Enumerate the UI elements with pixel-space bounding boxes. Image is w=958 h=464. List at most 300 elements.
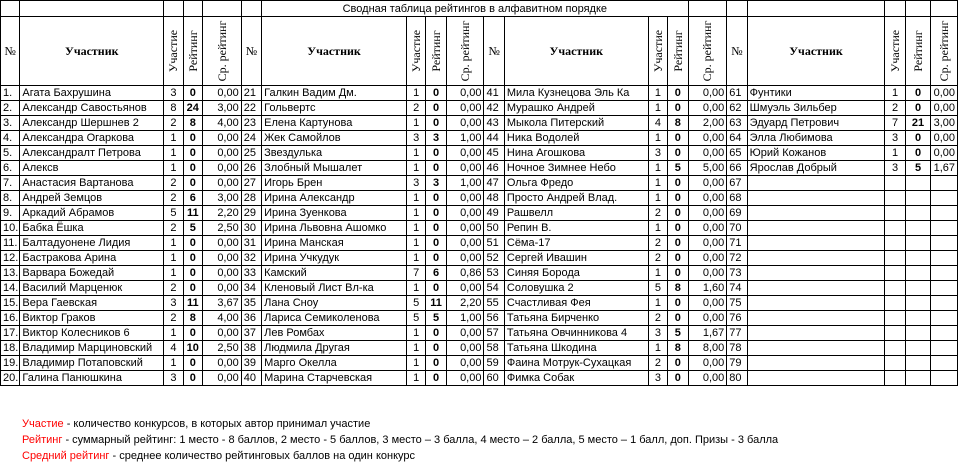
header-participation: Участие [648, 17, 667, 86]
avg-rating-value: 0,00 [446, 161, 484, 176]
participant-name: Счастливая Фея [504, 296, 648, 311]
rating-value: 6 [426, 266, 446, 281]
rating-value: 0 [426, 236, 446, 251]
participation-count [885, 176, 905, 191]
participation-count: 2 [648, 356, 667, 371]
avg-rating-value: 0,00 [446, 236, 484, 251]
rating-value [905, 251, 931, 266]
note-avg-rating [22, 448, 778, 464]
rating-value: 3 [426, 131, 446, 146]
row-number: 67 [727, 176, 747, 191]
avg-rating-value: 0,00 [202, 356, 241, 371]
blank-cell [183, 1, 202, 17]
row-number: 23 [241, 116, 261, 131]
participant-name: Алексв [20, 161, 164, 176]
participation-count: 1 [648, 191, 667, 206]
header-num: № [727, 17, 747, 86]
participation-count: 5 [164, 206, 183, 221]
participation-count: 7 [885, 116, 905, 131]
avg-rating-value: 0,00 [202, 326, 241, 341]
avg-rating-value: 1,00 [446, 176, 484, 191]
participation-count: 5 [648, 281, 667, 296]
rating-value: 5 [668, 326, 688, 341]
blank-cell [727, 1, 747, 17]
rating-value: 0 [668, 206, 688, 221]
rating-value: 0 [426, 356, 446, 371]
table-row [1, 236, 958, 251]
participation-count: 3 [164, 296, 183, 311]
avg-rating-value: 0,00 [202, 86, 241, 101]
avg-rating-value: 0,00 [688, 251, 727, 266]
header-avg-rating: Ср. рейтинг [931, 17, 958, 86]
participant-name: Агата Бахрушина [20, 86, 164, 101]
rating-value: 0 [668, 191, 688, 206]
rating-value: 0 [668, 371, 688, 386]
row-number: 15. [1, 296, 20, 311]
participation-count: 1 [164, 266, 183, 281]
avg-rating-value: 2,50 [202, 341, 241, 356]
rating-value: 0 [426, 86, 446, 101]
rating-value: 0 [905, 146, 931, 161]
row-number: 55 [484, 296, 504, 311]
rating-value: 8 [668, 116, 688, 131]
header-participant: Участник [262, 17, 407, 86]
avg-rating-value: 0,00 [688, 296, 727, 311]
participant-name: Галина Панюшкина [20, 371, 164, 386]
rating-value: 8 [668, 281, 688, 296]
participation-count: 8 [164, 101, 183, 116]
blank-cell [688, 1, 727, 17]
row-number: 43 [484, 116, 504, 131]
row-number: 11. [1, 236, 20, 251]
rating-value [905, 176, 931, 191]
avg-rating-value: 0,00 [688, 236, 727, 251]
participant-name: Кленовый Лист Вл-ка [262, 281, 407, 296]
participant-name: Соловушка 2 [504, 281, 648, 296]
row-number: 2. [1, 101, 20, 116]
blank-cell [1, 1, 20, 17]
table-row [1, 251, 958, 266]
participant-name [747, 236, 885, 251]
avg-rating-value: 0,00 [931, 146, 958, 161]
avg-rating-value: 0,00 [688, 101, 727, 116]
participation-count: 1 [406, 221, 425, 236]
participant-name [747, 266, 885, 281]
avg-rating-value: 0,00 [446, 191, 484, 206]
participation-count: 1 [648, 296, 667, 311]
participation-count: 3 [885, 161, 905, 176]
rating-value: 0 [668, 101, 688, 116]
avg-rating-value: 0,00 [688, 221, 727, 236]
participation-count: 1 [406, 341, 425, 356]
avg-rating-value: 3,67 [202, 296, 241, 311]
avg-rating-value [931, 311, 958, 326]
rating-value: 0 [426, 206, 446, 221]
participant-name: Фимка Собак [504, 371, 648, 386]
row-number: 52 [484, 251, 504, 266]
row-number: 78 [727, 341, 747, 356]
rating-value: 21 [905, 116, 931, 131]
row-number: 28 [241, 191, 261, 206]
avg-rating-value: 1,00 [446, 131, 484, 146]
participant-name: Людмила Другая [262, 341, 407, 356]
row-number: 71 [727, 236, 747, 251]
avg-rating-value: 0,00 [446, 326, 484, 341]
row-number: 62 [727, 101, 747, 116]
avg-rating-value [931, 326, 958, 341]
rating-value: 0 [668, 266, 688, 281]
participant-name: Виктор Колесников 6 [20, 326, 164, 341]
row-number: 22 [241, 101, 261, 116]
rating-value: 0 [183, 146, 202, 161]
avg-rating-value [931, 251, 958, 266]
participation-count: 2 [648, 251, 667, 266]
participation-count: 1 [406, 146, 425, 161]
avg-rating-value: 0,00 [202, 236, 241, 251]
participant-name: Рашвелл [504, 206, 648, 221]
participation-count: 3 [406, 176, 425, 191]
table-row [1, 311, 958, 326]
note-rating [22, 432, 778, 448]
rating-value: 0 [426, 341, 446, 356]
rating-value: 0 [668, 221, 688, 236]
avg-rating-value: 3,00 [202, 191, 241, 206]
rating-value: 0 [426, 116, 446, 131]
avg-rating-value: 0,00 [688, 356, 727, 371]
participant-name: Галкин Вадим Дм. [262, 86, 407, 101]
participation-count: 2 [164, 221, 183, 236]
header-rating: Рейтинг [183, 17, 202, 86]
participation-count: 4 [648, 116, 667, 131]
participant-name: Просто Андрей Влад. [504, 191, 648, 206]
participant-name: Нина Агошкова [504, 146, 648, 161]
participant-name: Юрий Кожанов [747, 146, 885, 161]
participation-count: 3 [885, 131, 905, 146]
participation-count: 2 [164, 116, 183, 131]
participation-count: 3 [648, 326, 667, 341]
participation-count: 3 [164, 371, 183, 386]
blank-cell [747, 1, 885, 17]
avg-rating-value [931, 281, 958, 296]
rating-value: 0 [426, 281, 446, 296]
rating-value: 0 [905, 131, 931, 146]
rating-value: 0 [183, 236, 202, 251]
participation-count [885, 356, 905, 371]
avg-rating-value: 0,00 [446, 281, 484, 296]
rating-value [905, 191, 931, 206]
row-number: 7. [1, 176, 20, 191]
avg-rating-value: 8,00 [688, 341, 727, 356]
avg-rating-value: 0,00 [446, 251, 484, 266]
participation-count: 1 [648, 161, 667, 176]
rating-value: 0 [426, 161, 446, 176]
participation-count: 1 [164, 146, 183, 161]
row-number: 60 [484, 371, 504, 386]
row-number: 33 [241, 266, 261, 281]
avg-rating-value: 3,00 [931, 116, 958, 131]
participation-count: 1 [406, 116, 425, 131]
participant-name: Репин В. [504, 221, 648, 236]
participation-count: 2 [164, 176, 183, 191]
blank-cell [905, 1, 931, 17]
avg-rating-value [931, 296, 958, 311]
avg-rating-value: 4,00 [202, 311, 241, 326]
note-text: - суммарный рейтинг: 1 место - 8 баллов, 2 место - 5 баллов, 3 место – 3 балла, 4 место – 2 балла, 5 место – 1 балл, доп. Призы - 3 балла [62, 434, 779, 446]
table-row [1, 221, 958, 236]
participation-count: 2 [164, 281, 183, 296]
participation-count [885, 326, 905, 341]
participant-name: Александралт Петрова [20, 146, 164, 161]
table-row [1, 371, 958, 386]
table-row [1, 266, 958, 281]
row-number: 65 [727, 146, 747, 161]
participant-name: Ночное Зимнее Небо [504, 161, 648, 176]
row-number: 42 [484, 101, 504, 116]
rating-value: 5 [668, 161, 688, 176]
header-participant: Участник [504, 17, 648, 86]
avg-rating-value: 0,00 [446, 101, 484, 116]
participant-name: Фунтики [747, 86, 885, 101]
row-number: 13. [1, 266, 20, 281]
participant-name [747, 206, 885, 221]
rating-value: 10 [183, 341, 202, 356]
header-num: № [484, 17, 504, 86]
row-number: 20. [1, 371, 20, 386]
avg-rating-value: 0,00 [202, 251, 241, 266]
header-participation: Участие [406, 17, 425, 86]
row-number: 46 [484, 161, 504, 176]
row-number: 25 [241, 146, 261, 161]
participant-name: Синяя Борода [504, 266, 648, 281]
participant-name: Ирина Александр [262, 191, 407, 206]
participant-name: Ника Водолей [504, 131, 648, 146]
row-number: 70 [727, 221, 747, 236]
header-participation: Участие [164, 17, 183, 86]
row-number: 37 [241, 326, 261, 341]
table-row [1, 341, 958, 356]
rating-value: 11 [426, 296, 446, 311]
rating-value [905, 371, 931, 386]
row-number: 17. [1, 326, 20, 341]
avg-rating-value: 2,50 [202, 221, 241, 236]
rating-value: 0 [183, 131, 202, 146]
rating-value: 5 [183, 221, 202, 236]
participation-count: 4 [164, 341, 183, 356]
avg-rating-value: 0,00 [931, 131, 958, 146]
participant-name: Александра Огаркова [20, 131, 164, 146]
avg-rating-value: 0,00 [202, 146, 241, 161]
row-number: 6. [1, 161, 20, 176]
row-number: 73 [727, 266, 747, 281]
rating-value [905, 326, 931, 341]
participation-count: 7 [406, 266, 425, 281]
header-participant: Участник [747, 17, 885, 86]
row-number: 5. [1, 146, 20, 161]
rating-value: 0 [426, 251, 446, 266]
row-number: 21 [241, 86, 261, 101]
rating-value: 8 [183, 116, 202, 131]
participant-name: Мыкола Питерский [504, 116, 648, 131]
blank-cell [885, 1, 905, 17]
header-participation: Участие [885, 17, 905, 86]
avg-rating-value [931, 191, 958, 206]
row-number: 12. [1, 251, 20, 266]
table-row [1, 101, 958, 116]
blank-cell [931, 1, 958, 17]
participation-count [885, 341, 905, 356]
avg-rating-value: 2,00 [688, 116, 727, 131]
row-number: 57 [484, 326, 504, 341]
participant-name: Лана Сноу [262, 296, 407, 311]
row-number: 58 [484, 341, 504, 356]
row-number: 63 [727, 116, 747, 131]
table-row [1, 296, 958, 311]
row-number: 80 [727, 371, 747, 386]
row-number: 59 [484, 356, 504, 371]
participation-count: 1 [648, 266, 667, 281]
row-number: 51 [484, 236, 504, 251]
avg-rating-value: 0,00 [446, 86, 484, 101]
rating-value: 6 [183, 191, 202, 206]
row-number: 75 [727, 296, 747, 311]
rating-value [905, 221, 931, 236]
row-number: 32 [241, 251, 261, 266]
avg-rating-value: 0,00 [202, 131, 241, 146]
avg-rating-value: 0,00 [446, 116, 484, 131]
header-row [1, 17, 958, 86]
avg-rating-value: 2,20 [446, 296, 484, 311]
participant-name: Владимир Потаповский [20, 356, 164, 371]
avg-rating-value: 0,00 [446, 221, 484, 236]
row-number: 47 [484, 176, 504, 191]
participant-name: Александр Шершнев 2 [20, 116, 164, 131]
avg-rating-value: 0,00 [688, 86, 727, 101]
participation-count [885, 266, 905, 281]
participation-count [885, 281, 905, 296]
participation-count [885, 236, 905, 251]
row-number: 56 [484, 311, 504, 326]
participant-name [747, 356, 885, 371]
participant-name [747, 371, 885, 386]
rating-value: 0 [668, 146, 688, 161]
table-row [1, 116, 958, 131]
participation-count: 1 [406, 191, 425, 206]
avg-rating-value: 0,00 [688, 131, 727, 146]
row-number: 16. [1, 311, 20, 326]
participation-count: 2 [885, 101, 905, 116]
participant-name: Элла Любимова [747, 131, 885, 146]
row-number: 26 [241, 161, 261, 176]
participation-count: 1 [406, 371, 425, 386]
note-participation [22, 416, 778, 432]
rating-value: 0 [183, 161, 202, 176]
header-num: № [241, 17, 261, 86]
avg-rating-value: 0,00 [446, 356, 484, 371]
rating-value: 0 [426, 101, 446, 116]
table-row [1, 206, 958, 221]
participation-count: 1 [648, 221, 667, 236]
table-row [1, 191, 958, 206]
row-number: 53 [484, 266, 504, 281]
row-number: 41 [484, 86, 504, 101]
participant-name: Жек Самойлов [262, 131, 407, 146]
participant-name: Балтадуонене Лидия [20, 236, 164, 251]
participation-count: 1 [885, 86, 905, 101]
rating-value: 0 [426, 326, 446, 341]
rating-value [905, 206, 931, 221]
avg-rating-value: 0,00 [931, 101, 958, 116]
rating-value: 24 [183, 101, 202, 116]
rating-value: 0 [426, 221, 446, 236]
blank-cell [202, 1, 241, 17]
row-number: 31 [241, 236, 261, 251]
participant-name: Татьяна Шкодина [504, 341, 648, 356]
row-number: 29 [241, 206, 261, 221]
participant-name: Фаина Мотрук-Сухацкая [504, 356, 648, 371]
rating-value [905, 356, 931, 371]
row-number: 40 [241, 371, 261, 386]
participant-name: Сёма-17 [504, 236, 648, 251]
participation-count: 1 [406, 236, 425, 251]
row-number: 61 [727, 86, 747, 101]
rating-value [905, 266, 931, 281]
note-key: Средний рейтинг [22, 450, 110, 462]
participation-count: 1 [164, 326, 183, 341]
participation-count: 2 [164, 191, 183, 206]
participation-count: 3 [648, 371, 667, 386]
participation-count [885, 206, 905, 221]
row-number: 45 [484, 146, 504, 161]
table-row [1, 131, 958, 146]
table-row [1, 161, 958, 176]
row-number: 72 [727, 251, 747, 266]
rating-value: 0 [426, 371, 446, 386]
participant-name [747, 221, 885, 236]
rating-value [905, 296, 931, 311]
avg-rating-value: 5,00 [688, 161, 727, 176]
avg-rating-value: 0,00 [931, 86, 958, 101]
participant-name: Ирина Львовна Ашомко [262, 221, 407, 236]
row-number: 18. [1, 341, 20, 356]
participation-count: 1 [164, 131, 183, 146]
participation-count: 1 [406, 251, 425, 266]
row-number: 30 [241, 221, 261, 236]
participant-name: Ольга Фредо [504, 176, 648, 191]
row-number: 54 [484, 281, 504, 296]
header-avg-rating: Ср. рейтинг [688, 17, 727, 86]
rating-value: 0 [426, 146, 446, 161]
participant-name: Вера Гаевская [20, 296, 164, 311]
participation-count: 2 [648, 206, 667, 221]
participant-name: Эдуард Петрович [747, 116, 885, 131]
header-participant: Участник [20, 17, 164, 86]
rating-value: 0 [905, 101, 931, 116]
participant-name: Ирина Зуенкова [262, 206, 407, 221]
participant-name: Лев Ромбах [262, 326, 407, 341]
avg-rating-value: 1,00 [446, 311, 484, 326]
participant-name: Марина Старчевская [262, 371, 407, 386]
row-number: 74 [727, 281, 747, 296]
table-row [1, 326, 958, 341]
participation-count: 1 [648, 131, 667, 146]
participant-name [747, 341, 885, 356]
rating-value [905, 311, 931, 326]
participation-count: 1 [164, 161, 183, 176]
participation-count: 1 [406, 281, 425, 296]
header-avg-rating: Ср. рейтинг [202, 17, 241, 86]
avg-rating-value: 1,67 [688, 326, 727, 341]
avg-rating-value: 0,00 [688, 176, 727, 191]
